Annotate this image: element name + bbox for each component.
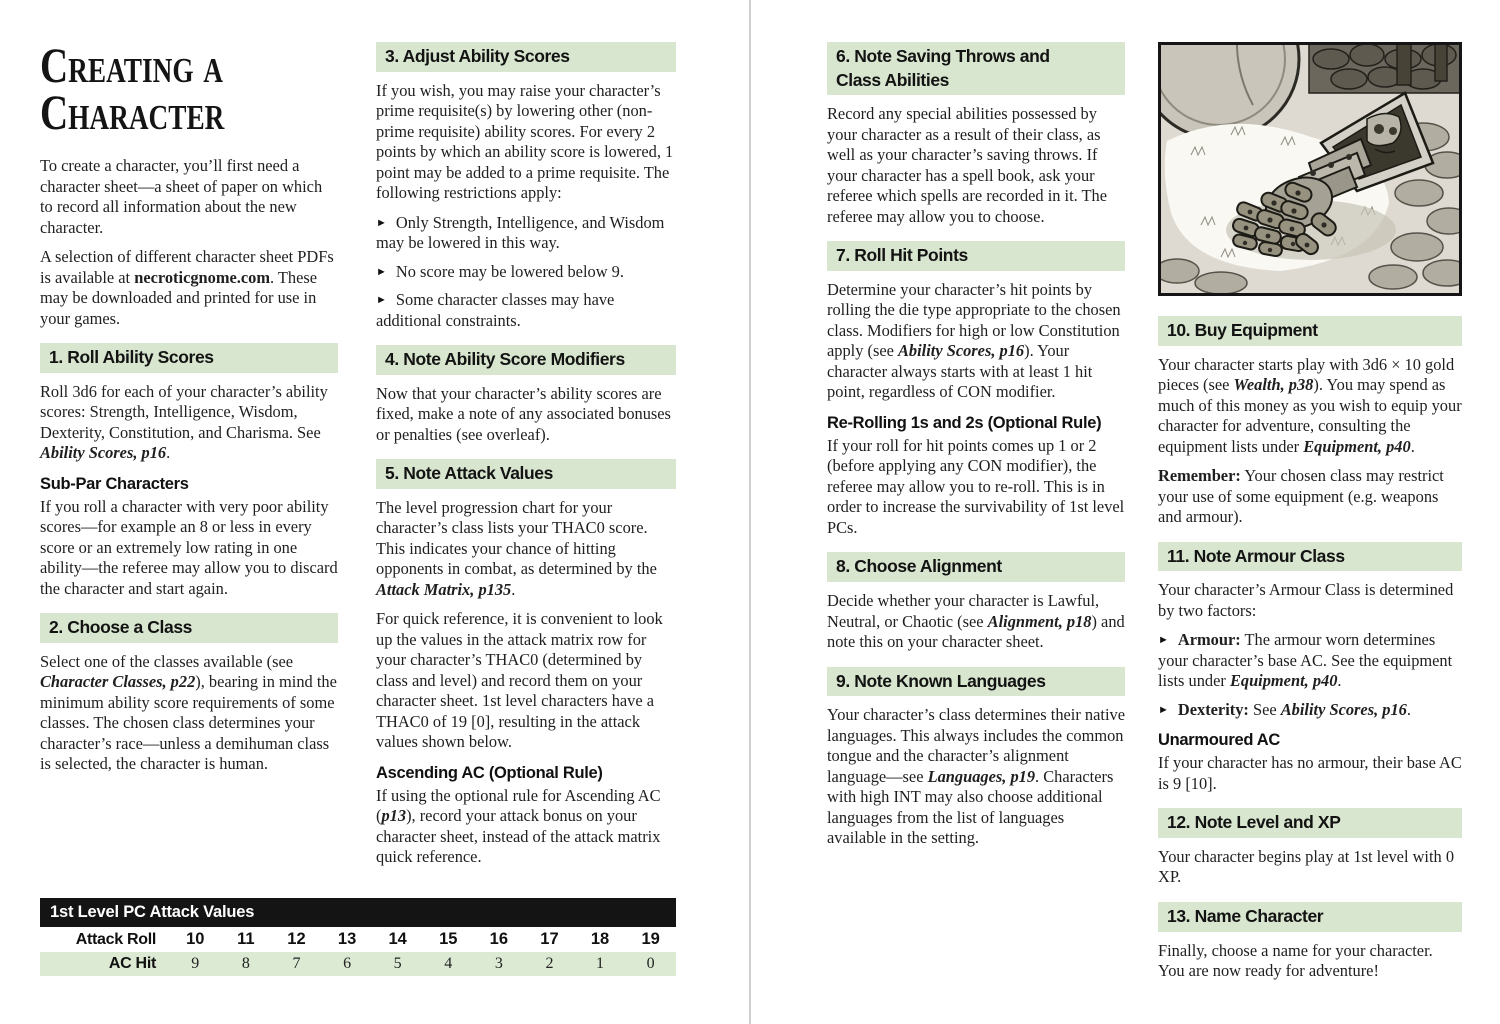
- sub-heading-subpar: Sub-Par Characters: [40, 474, 189, 493]
- paragraph: Determine your character’s hit points by rolling the die type appropriate to the chosen class. Modifiers for high or low Constitution apply (see Ability Scores, p16). Your character always starts with at least 1 hit point, regardless of CON modifier.: [827, 279, 1121, 402]
- table-cell: 8: [241, 955, 250, 972]
- attack-values-table: [40, 898, 676, 976]
- page-title: [40, 37, 342, 140]
- section-heading-12: 12. Note Level and XP: [1158, 808, 1462, 838]
- paragraph: If you roll a character with very poor ability scores—for example an 8 or less in every score or an extremely low rating in one ability—the referee may allow you to discard the character and start again.: [40, 496, 338, 598]
- paragraph: To create a character, you’ll first need a character sheet—a sheet of paper on which to record all information about the new character.: [40, 156, 323, 237]
- section-heading-2: 2. Choose a Class: [40, 613, 338, 643]
- section-heading-7: 7. Roll Hit Points: [827, 241, 1125, 271]
- table-cell: 7: [292, 955, 301, 972]
- paragraph: Your character’s Armour Class is determined by two factors:: [1158, 580, 1454, 620]
- section-heading-10: 10. Buy Equipment: [1158, 316, 1462, 346]
- paragraph: The level progression chart for your character’s class lists your THAC0 score. This indicates your chance of hitting opponents in combat, as determined by the Attack Matrix, p135.: [376, 497, 657, 599]
- page-divider: [749, 0, 751, 1024]
- paragraph: If you wish, you may raise your character’s prime requisite(s) by lowering other (non-prime requisite) ability scores. For every 2 points by which an ability score is lowered, 1 point may be added to a prime requisite. The following restrictions apply:: [376, 80, 674, 203]
- paragraph: Remember: Your chosen class may restrict your use of some equipment (e.g. weapons and armour).: [1158, 466, 1444, 527]
- sub-heading-rerolling: Re-Rolling 1s and 2s (Optional Rule): [827, 413, 1102, 432]
- paragraph: Roll 3d6 for each of your character’s ability scores: Strength, Intelligence, Wisdom, Dexterity, Constitution, and Charisma. See Ability Scores, p16.: [40, 381, 328, 463]
- column-4: [1158, 42, 1462, 991]
- table-cell: 15: [439, 930, 458, 948]
- row-label: Attack Roll: [75, 930, 156, 948]
- gauntlet-illustration: [1158, 42, 1462, 296]
- paragraph: Select one of the classes available (see Character Classes, p22), bearing in mind the minimum ability score requirements of some classes. The chosen class determines your character’s race—unless a demihuman class is selected, the character is human.: [40, 651, 337, 774]
- table-cell: 1: [596, 955, 605, 972]
- bullet-text: Armour: The armour worn determines your character’s base AC. See the equipment lists under Equipment, p40.: [1158, 630, 1453, 691]
- section-heading-3: 3. Adjust Ability Scores: [376, 42, 676, 72]
- table-cell: 14: [388, 930, 407, 948]
- bullet-triangle-icon: ►: [376, 216, 387, 229]
- bullet-triangle-icon: ►: [1158, 634, 1169, 647]
- row-label: AC Hit: [108, 955, 156, 972]
- page-title-line2: Character: [40, 84, 225, 140]
- paragraph: Your character’s class determines their native languages. This always includes the common tongue and the character’s alignment language—see Languages, p19. Characters with high INT may also choose additional languages from the list of languages available in the setting.: [827, 705, 1125, 848]
- bullet-item: [1158, 700, 1462, 721]
- table-cell: 13: [337, 930, 357, 948]
- paragraph: Record any special abilities possessed by your character as a result of their class, as well as your character’s saving throws. If your character has a spell book, ask your referee which spells are recorded in it. The referee may allow you to choose.: [827, 104, 1108, 226]
- column-3: [827, 42, 1125, 858]
- column-1: [40, 37, 338, 784]
- table-cell: 17: [540, 930, 559, 948]
- paragraph: If your character has no armour, their base AC is 9 [10].: [1158, 753, 1462, 793]
- table-cell: 18: [590, 930, 610, 948]
- paragraph: For quick reference, it is convenient to look up the values in the attack matrix row for your character’s THAC0 (determined by class and level) and record them on your character sheet. 1st level characters have a THAC0 of 19 [0], resulting in the attack values shown below.: [376, 609, 663, 752]
- paragraph: If your roll for hit points comes up 1 or 2 (before applying any CON modifier), the referee may allow you to re-roll. This is in order to increase the survivability of 1st level PCs.: [827, 435, 1125, 537]
- column-2: [376, 42, 676, 877]
- sub-heading-unarmoured-ac: Unarmoured AC: [1158, 731, 1281, 750]
- section-heading-11: 11. Note Armour Class: [1158, 542, 1462, 572]
- table-cell: 11: [237, 930, 255, 948]
- bullet-text: Dexterity: See Ability Scores, p16.: [1177, 699, 1411, 719]
- bullet-triangle-icon: ►: [376, 265, 387, 278]
- table-cell: 19: [641, 930, 660, 948]
- table-title: 1st Level PC Attack Values: [40, 898, 676, 927]
- table-cell: 0: [646, 955, 655, 972]
- page-title-line1: Creating a: [40, 37, 224, 93]
- table-cell: 5: [393, 955, 402, 972]
- sub-heading-ascending-ac: Ascending AC (Optional Rule): [376, 763, 603, 782]
- table-cell: 3: [494, 955, 503, 972]
- bullet-item: [376, 290, 676, 331]
- table-row-ac-hit: [40, 952, 676, 976]
- table-row-attack-roll: [40, 927, 676, 952]
- table-cell: 10: [186, 930, 205, 948]
- section-heading-6: 6. Note Saving Throws and Class Abilities: [827, 42, 1125, 95]
- bullet-text: No score may be lowered below 9.: [395, 261, 624, 281]
- section-heading-1: 1. Roll Ability Scores: [40, 343, 338, 373]
- table-cell: 4: [444, 955, 453, 972]
- bullet-text: Only Strength, Intelligence, and Wisdom may be lowered in this way.: [376, 212, 665, 253]
- table-cell: 16: [489, 930, 509, 948]
- paragraph: Finally, choose a name for your character. You are now ready for adventure!: [1158, 940, 1433, 980]
- table-cell: 6: [343, 955, 352, 972]
- table-cell: 2: [545, 955, 554, 972]
- section-heading-9: 9. Note Known Languages: [827, 667, 1125, 697]
- section-heading-13: 13. Name Character: [1158, 902, 1462, 932]
- section-heading-5: 5. Note Attack Values: [376, 459, 676, 489]
- table-cell: 12: [287, 930, 306, 948]
- bullet-triangle-icon: ►: [1158, 703, 1169, 716]
- paragraph: Your character starts play with 3d6 × 10 gold pieces (see Wealth, p38). You may spend as much of this money as you wish to equip your character for adventure, consulting the equipment lists under Equipment, p40.: [1158, 354, 1462, 456]
- table-cell: 9: [191, 955, 200, 972]
- bullet-item: [376, 213, 676, 254]
- paragraph: Decide whether your character is Lawful, Neutral, or Chaotic (see Alignment, p18) and note this on your character sheet.: [827, 591, 1125, 651]
- section-heading-4: 4. Note Ability Score Modifiers: [376, 345, 676, 375]
- paragraph: Now that your character’s ability scores are fixed, make a note of any associated bonuses or penalties (see overleaf).: [376, 383, 671, 444]
- bullet-item: [1158, 630, 1462, 692]
- bullet-item: [376, 262, 676, 283]
- paragraph: If using the optional rule for Ascending AC (p13), record your attack bonus on your character sheet, instead of the attack matrix quick reference.: [376, 785, 661, 867]
- bullet-text: Some character classes may have additional constraints.: [376, 290, 615, 330]
- paragraph: Your character begins play at 1st level with 0 XP.: [1158, 846, 1455, 887]
- section-heading-8: 8. Choose Alignment: [827, 552, 1125, 582]
- bullet-triangle-icon: ►: [376, 294, 387, 307]
- paragraph: A selection of different character sheet PDFs is available at necroticgnome.com. These may be downloaded and printed for use in your games.: [40, 247, 334, 328]
